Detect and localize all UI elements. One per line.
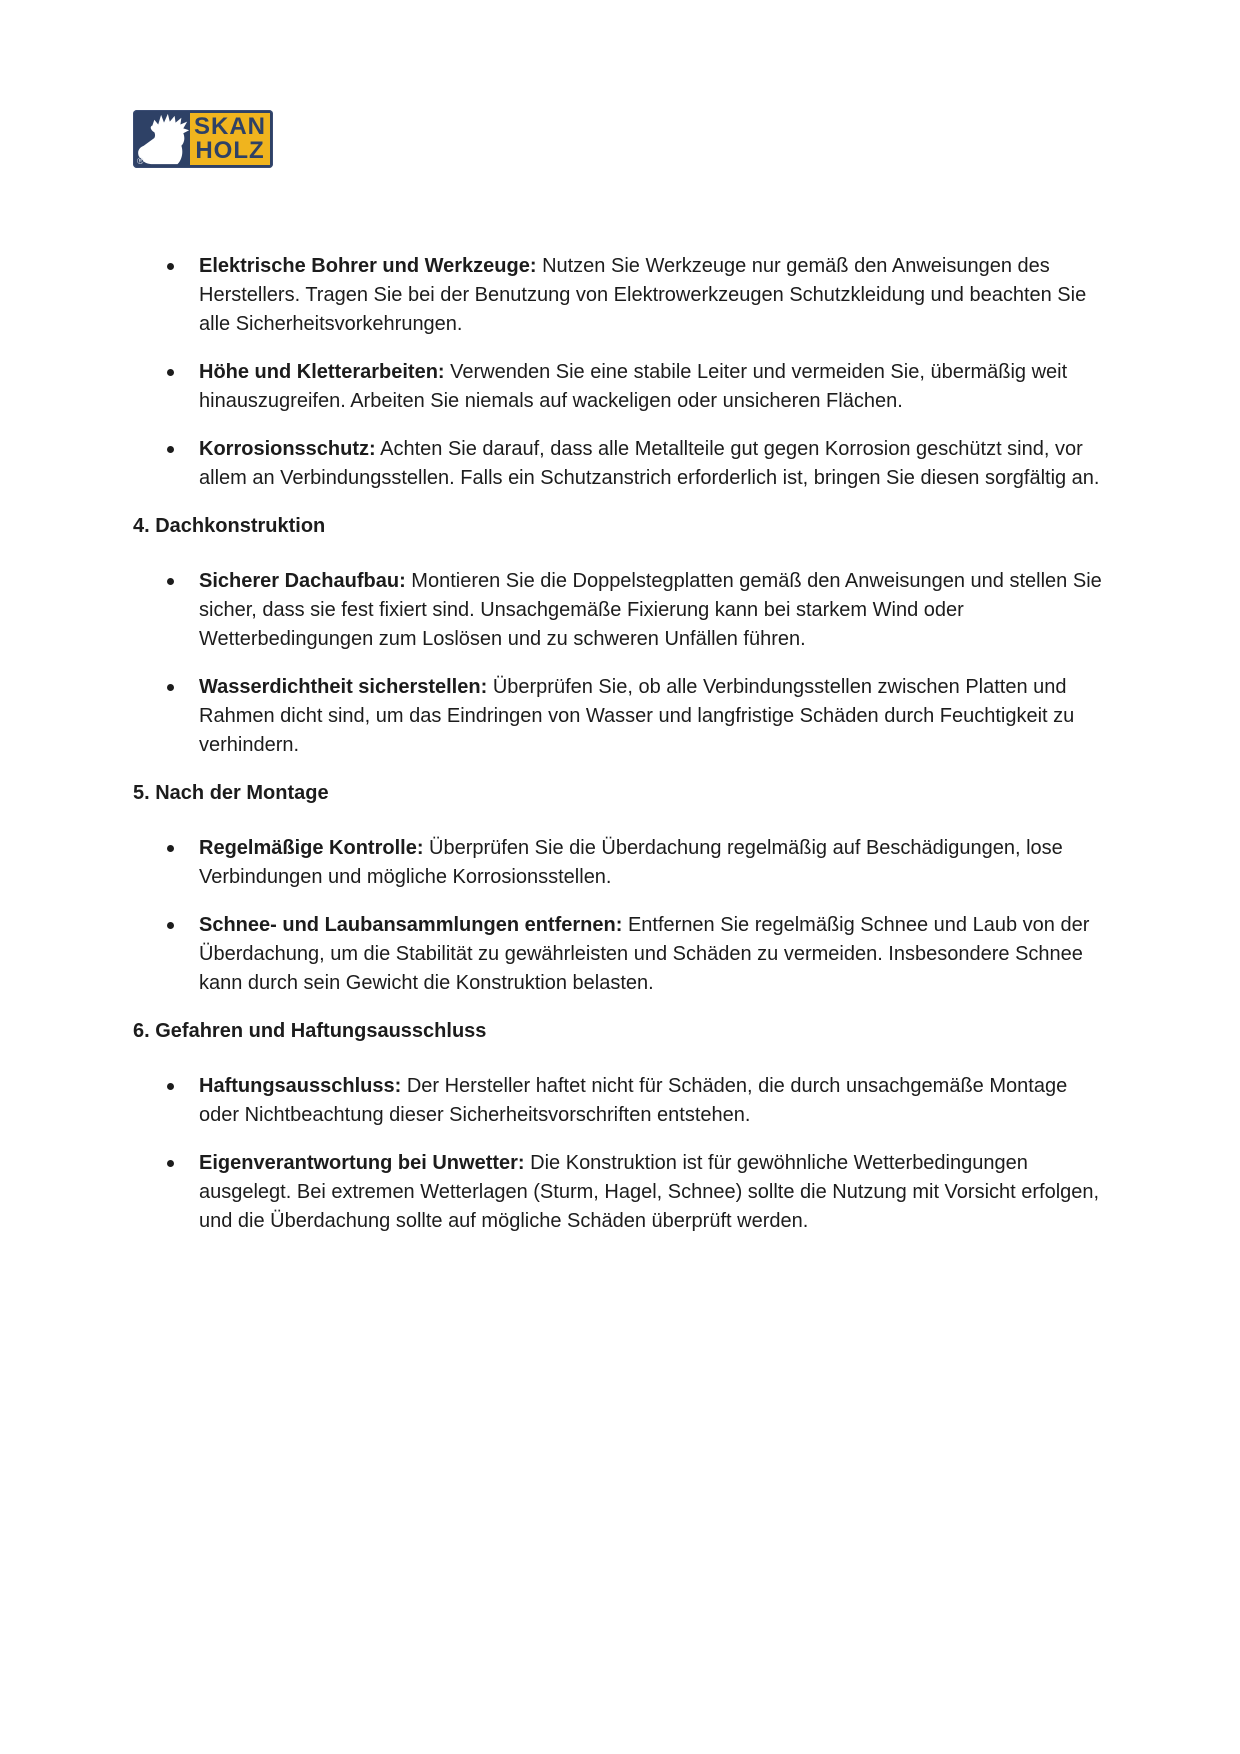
section-bullet-list bbox=[133, 1072, 1108, 1236]
bullet-text: Überprüfen Sie die Überdachung regelmäßig auf Beschädigungen, lose Verbindungen und mögliche Korrosionsstellen. bbox=[199, 837, 1063, 888]
bullet-lead: Schnee- und Laubansammlungen entfernen: bbox=[199, 914, 623, 936]
bullet-text: Entfernen Sie regelmäßig Schnee und Laub von der Überdachung, um die Stabilität zu gewährleisten und Schäden zu vermeiden. Insbesondere Schnee kann durch sein Gewicht die Konstruktion belasten. bbox=[199, 914, 1090, 994]
bullet-text: Montieren Sie die Doppelstegplatten gemäß den Anweisungen und stellen Sie sicher, dass sie fest fixiert sind. Unsachgemäße Fixierung kann bei starkem Wind oder Wetterbedingungen zum Loslösen und zu schweren Unfällen führen. bbox=[199, 570, 1102, 650]
bullet-item bbox=[133, 1149, 1108, 1236]
brand-line-2: HOLZ bbox=[195, 137, 265, 164]
bullet-item bbox=[133, 1072, 1108, 1130]
bullet-text: Überprüfen Sie, ob alle Verbindungsstellen zwischen Platten und Rahmen dicht sind, um das Eindringen von Wasser und langfristige Schäden durch Feuchtigkeit zu verhindern. bbox=[199, 676, 1075, 756]
section-heading-gefahren-haftungsausschluss: 6. Gefahren und Haftungsausschluss bbox=[133, 1020, 487, 1042]
bullet-item bbox=[133, 567, 1108, 654]
bullet-lead: Höhe und Kletterarbeiten: bbox=[199, 361, 445, 383]
bullet-item bbox=[133, 435, 1108, 493]
bullet-item bbox=[133, 673, 1108, 760]
bullet-text: Die Konstruktion ist für gewöhnliche Wetterbedingungen ausgelegt. Bei extremen Wetterlagen (Sturm, Hagel, Schnee) sollte die Nutzung mit Vorsicht erfolgen, und die Überdachung sollte auf mögliche Schäden überprüft werden. bbox=[199, 1152, 1100, 1232]
logo-wordmark bbox=[190, 113, 270, 165]
bullet-text: Der Hersteller haftet nicht für Schäden, die durch unsachgemäße Montage oder Nichtbeachtung dieser Sicherheitsvorschriften entstehen. bbox=[199, 1075, 1068, 1126]
section-heading-nach-der-montage: 5. Nach der Montage bbox=[133, 782, 329, 804]
bullet-item bbox=[133, 834, 1108, 892]
document-content bbox=[133, 252, 1108, 1255]
bullet-lead: Elektrische Bohrer und Werkzeuge: bbox=[199, 255, 537, 277]
bullet-lead: Wasserdichtheit sicherstellen: bbox=[199, 676, 488, 698]
bullet-lead: Eigenverantwortung bei Unwetter: bbox=[199, 1152, 525, 1174]
section-heading-dachkonstruktion: 4. Dachkonstruktion bbox=[133, 515, 326, 537]
bullet-lead: Korrosionsschutz: bbox=[199, 438, 376, 460]
bullet-item bbox=[133, 252, 1108, 339]
bullet-item bbox=[133, 911, 1108, 998]
section-bullet-list bbox=[133, 834, 1108, 998]
bullet-lead: Sicherer Dachaufbau: bbox=[199, 570, 406, 592]
bullet-text: Verwenden Sie eine stabile Leiter und vermeiden Sie, übermäßig weit hinauszugreifen. Arbeiten Sie niemals auf wackeligen oder unsicheren Flächen. bbox=[199, 361, 1068, 412]
intro-bullet-list bbox=[133, 252, 1108, 493]
brand-line-1: SKAN bbox=[193, 113, 266, 140]
bullet-text: Nutzen Sie Werkzeuge nur gemäß den Anweisungen des Herstellers. Tragen Sie bei der Benutzung von Elektrowerkzeugen Schutzkleidung und beachten Sie alle Sicherheitsvorkehrungen. bbox=[199, 255, 1087, 335]
bullet-text: Achten Sie darauf, dass alle Metallteile gut gegen Korrosion geschützt sind, vor allem an Verbindungsstellen. Falls ein Schutzanstrich erforderlich ist, bringen Sie diesen sorgfältig an. bbox=[199, 438, 1100, 489]
bullet-lead: Haftungsausschluss: bbox=[199, 1075, 402, 1097]
section-bullet-list bbox=[133, 567, 1108, 760]
bullet-item bbox=[133, 358, 1108, 416]
skan-holz-logo bbox=[133, 110, 273, 168]
bullet-lead: Regelmäßige Kontrolle: bbox=[199, 837, 424, 859]
registered-trademark-icon: ® bbox=[137, 156, 144, 166]
